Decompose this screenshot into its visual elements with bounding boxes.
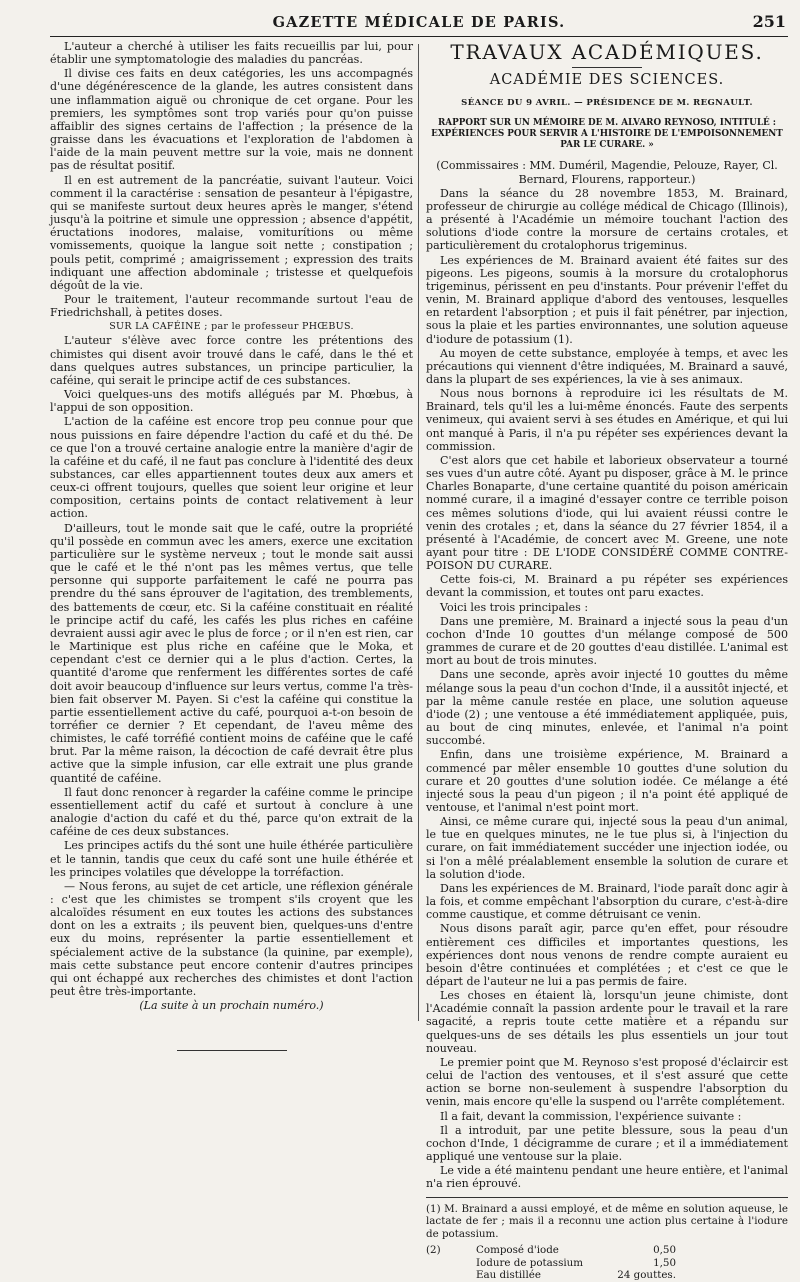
paragraph: Il a fait, devant la commission, l'expérience suivante : xyxy=(440,1109,742,1123)
paragraph: L'auteur a cherché à utiliser les faits recueillis par lui, pour établir une symptomatologie des maladies du pancréas. xyxy=(50,40,413,67)
paragraph: Enfin, dans une troisième expérience, M. Brainard a commencé par mêler ensemble 10 gouttes d'une solution du curare et 20 gouttes d'une solution iodée. Ce mélange a été injecté sous la peau d'un pigeon ; il n'a point été appliqué de ventouse, et l'animal n'est point mort. xyxy=(426,748,788,814)
paragraph: Les expériences de M. Brainard avaient été faites sur des pigeons. Les pigeons, soumis à la morsure du crotalophorus trigeminus, périssent en peu d'instants. Pour prévenir l'effet du venin, M. Brainard applique d'abord des ventouses, lesquelles en retardent l'absorption ; et puis il fait pénétrer, par injection, sous la plaie et les parties environnantes, une solution aqueuse d'iodure de potassium (1). xyxy=(426,253,788,346)
paragraph: C'est alors que cet habile et laborieux observateur a tourné ses vues d'un autre côté. Ayant pu disposer, grâce à M. le prince Charles Bonaparte, d'une certaine quantité du poison américain nommé curare, il a imaginé d'essayer contre ce terrible poison ces mêmes solutions d'iode, qui lui avaient réussi contre le venin des crotales ; et, dans la séance du 27 février 1854, il a présenté à l'Académie, de concert avec M. Greene, une note ayant pour titre : DE L'IODE CONSIDÉRÉ COMME CONTRE-POISON DU CURARE. xyxy=(426,453,788,573)
footnote-2-row xyxy=(426,1257,788,1270)
footnote-2-row xyxy=(426,1269,788,1282)
commission-list: (Commissaires : MM. Duméril, Magendie, Pelouze, Rayer, Cl. Bernard, Flourens, rapporteur.) xyxy=(436,159,778,186)
paragraph: Le vide a été maintenu pendant une heure entière, et l'animal n'a rien éprouvé. xyxy=(426,1164,788,1191)
footnote-1: (1) M. Brainard a aussi employé, et de même en solution aqueuse, le lactate de fer ; mais il a reconnu une action plus certaine à l'iodure de potassium. xyxy=(426,1202,788,1240)
paragraph: Dans une seconde, après avoir injecté 10 gouttes du même mélange sous la peau d'un cochon d'Inde, il a aussitôt injecté, et par la même canule restée en place, une solution aqueuse d'iode (2) ; une ventouse a été immédiatement appliquée, puis, au bout de cinq minutes, enlevée, et l'animal n'a point succombé. xyxy=(426,668,788,748)
paragraph: Dans les expériences de M. Brainard, l'iode paraît donc agir à la fois, et comme empêchant l'absorption du curare, c'est-à-dire comme caustique, et comme détruisant ce venin. xyxy=(426,881,788,922)
paragraph: Pour le traitement, l'auteur recommande surtout l'eau de Friedrichshall, à petites doses. xyxy=(50,292,413,320)
footnote-2-mark: (2) xyxy=(426,1244,441,1256)
paragraph: Il en est autrement de la pancréatie, suivant l'auteur. Voici comment il la caractérise : sensation de pesanteur à l'épigastre, qui se manifeste surtout deux heures après le manger, s'étend jusqu'à la poitrine et simule une oppression ; absence d'appétit, éructations inodores, malaise, vomiturítions ou même vomissements, quoique la langue soit nette ; constipation ; pouls petit, comprimé ; amaigrissement ; expression des traits indiquant une affection abdominale ; tristesse et quelquefois dégoût de la vie. xyxy=(50,173,413,292)
footnote-2-value: 1,50 xyxy=(653,1256,676,1269)
footnote-2-label: Eau distillée xyxy=(476,1269,541,1281)
right-column xyxy=(426,40,788,1281)
left-column xyxy=(50,40,413,1027)
paragraph: Les principes actifs du thé sont une huile éthérée particulière et le tannin, tandis que ceux du café sont une huile éthérée et les principes volatiles que développe la torréfaction. xyxy=(50,839,413,879)
paragraph: D'ailleurs, tout le monde sait que le café, outre la propriété qu'il possède en commun avec les amers, exerce une excitation particulière sur le système nerveux ; tout le monde sait aussi que le café et le thé n'ont pas les mêmes vertus, que telle personne qui supporte parfaitement le café ne pourra pas prendre du thé sans éprouver de l'agitation, des tremblements, des battements de cœur, etc. Si la caféine constituait en réalité le principe actif du café, les cafés les plus riches en caféine devraient aussi agir avec le plus de force ; or il n'en est rien, car le Martinique est plus riche en caféine que le Moka, et cependant c'est ce dernier qui a le plus d'action. Certes, la quantité d'arome que renferment les différentes sortes de café doit avoir beaucoup d'influence sur leurs vertus, comme l'a très-bien fait observer M. Payen. Si c'est la caféine qui constitue la partie essentiellement active du café, pourquoi a-t-on besoin de torréfier ce dernier ? Et cependant, de l'aveu même des chimistes, le café torréfié contient moins de caféine que le café brut. Par la même raison, la décoction de café devrait être plus active que la simple infusion, car elle extrait une plus grande quantité de caféine. xyxy=(50,521,413,785)
paragraph: Les choses en étaient là, lorsqu'un jeune chimiste, dont l'Académie connaît la passion ardente pour le travail et la rare sagacité, a repris toute cette matière et a répandu sur quelques-uns de ses détails les plus essentiels un jour tout nouveau. xyxy=(426,989,788,1055)
academy-heading: ACADÉMIE DES SCIENCES. xyxy=(489,72,725,89)
footnote-2-label: Composé d'iode xyxy=(476,1244,559,1256)
footer-rule xyxy=(177,1050,287,1051)
paragraph: Cette fois-ci, M. Brainard a pu répéter ses expériences devant la commission, et toutes ont paru exactes. xyxy=(426,573,788,600)
paragraph: Dans une première, M. Brainard a injecté sous la peau d'un cochon d'Inde 10 gouttes d'un mélange composé de 500 grammes de curare et de 20 gouttes d'eau distillée. L'animal est mort au bout de trois minutes. xyxy=(426,614,788,668)
footnote-2-row xyxy=(426,1244,788,1257)
footnote-2-label: Iodure de potassium xyxy=(476,1256,584,1269)
page-number: 251 xyxy=(752,12,786,31)
footnote-2 xyxy=(426,1244,788,1282)
seance-line: SÉANCE DU 9 AVRIL. — PRÉSIDENCE DE M. REGNAULT. xyxy=(461,98,753,109)
paragraph: Voici quelques-uns des motifs allégués par M. Phœbus, à l'appui de son opposition. xyxy=(50,388,413,415)
footnote-2-spacer xyxy=(426,1257,476,1270)
column-divider xyxy=(418,44,419,1021)
paragraph: Il a introduit, par une petite blessure, sous la peau d'un cochon d'Inde, 1 décigramme de curare ; et il a immédiatement appliqué une ventouse sur la plaie. xyxy=(426,1123,788,1164)
running-title: GAZETTE MÉDICALE DE PARIS. xyxy=(272,14,566,31)
footnote-2-value: 24 gouttes. xyxy=(617,1269,676,1281)
paragraph: Il faut donc renoncer à regarder la caféine comme le principe essentiellement actif du café et surtout à conclure à une analogie d'action du café et du thé, parce qu'on extrait de la caféine de ces deux substances. xyxy=(50,785,413,839)
paragraph: Nous nous bornons à reproduire ici les résultats de M. Brainard, tels qu'il les a lui-même énoncés. Faute des serpents venimeux, qui avaient servi à ses études en Amérique, et qui lui ont manqué à Paris, il n'a pu répéter ses expériences devant la commission. xyxy=(426,387,788,453)
paragraph: L'auteur s'élève avec force contre les prétentions des chimistes qui disent avoir trouvé dans le café, dans le thé et dans quelques autres substances, un principe particulier, la caféine, qui serait le principe actif de ces substances. xyxy=(50,334,413,387)
section-rule xyxy=(572,67,642,68)
paragraph: Il divise ces faits en deux catégories, les uns accompagnés d'une dégénérescence de la glande, les autres consistent dans une inflammation aiguë ou chronique de cet organe. Pour les premiers, les symptômes sont trop variés pour qu'on puisse affaiblir des signes certains de l'affection ; la présence de la graisse dans les évacuations et l'exploration de l'abdomen à l'aide de la main peuvent mettre sur la voie, mais ne donnent pas de résultat positif. xyxy=(50,67,413,173)
continuation-note: (La suite à un prochain numéro.) xyxy=(139,999,324,1013)
running-head xyxy=(50,12,788,37)
footnote-2-value: 0,50 xyxy=(653,1244,676,1256)
report-title: RAPPORT SUR UN MÉMOIRE DE M. ALVARO REYNOSO, INTITULÉ : EXPÉRIENCES POUR SERVIR A L'HISTOIRE DE L'EMPOISONNEMENT PAR LE CURARE. » xyxy=(431,118,783,151)
paragraph: Voici les trois principales : xyxy=(440,600,589,614)
paragraph: Ainsi, ce même curare qui, injecté sous la peau d'un animal, le tue en quelques minutes, ne le tue plus si, à l'injection du curare, on fait immédiatement succéder une injection iodée, ou si l'on a mêlé préalablement ensemble la solution de curare et la solution d'iode. xyxy=(426,815,788,881)
paragraph: Dans la séance du 28 novembre 1853, M. Brainard, professeur de chirurgie au collége médical de Chicago (Illinois), a présenté à l'Académie un mémoire touchant l'action des solutions d'iode contre la morsure de certains crotales, et particulièrement du crotalophorus trigeminus. xyxy=(426,186,788,253)
paragraph: L'action de la caféine est encore trop peu connue pour que nous puissions en faire dépendre l'action du café et du thé. De ce que l'on a trouvé certaine analogie entre la manière d'agir de la caféine et du café, il ne faut pas conclure à l'identité des deux substances, car elles appartiennent toutes deux aux amers et ceux-ci offrent toujours, quelles que soient leur origine et leur composition, certains points de contact relativement à leur action. xyxy=(50,415,413,521)
section-title: TRAVAUX ACADÉMIQUES. xyxy=(450,40,764,64)
footnote-rule xyxy=(426,1197,788,1198)
paragraph: — Nous ferons, au sujet de cet article, une réflexion générale : c'est que les chimistes se trompent s'ils croyent que les alcaloïdes résument en eux toutes les actions des substances dont on les a extraits ; ils peuvent bien, quelques-uns d'entre eux du moins, représenter la partie essentiellement et spécialement active de la substance (la quinine, par exemple), mais cette substance peut encore contenir d'autres principes qui ont échappé aux recherches des chimistes et dont l'action peut être très-importante. xyxy=(50,879,413,999)
footnote-2-spacer xyxy=(426,1269,476,1282)
paragraph: Nous disons paraît agir, parce qu'en effet, pour résoudre entièrement ces difficiles et importantes questions, les expériences dont nous venons de rendre compte auraient eu besoin d'être continuées et complétées ; et c'est ce que le départ de l'auteur ne lui a pas permis de faire. xyxy=(426,922,788,988)
paragraph: Au moyen de cette substance, employée à temps, et avec les précautions qui viennent d'être indiquées, M. Brainard a sauvé, dans la plupart de ses expériences, la vie à ses animaux. xyxy=(426,346,788,386)
article-subheading: SUR LA CAFÉINE ; par le professeur PHŒBUS. xyxy=(109,321,354,333)
paragraph: Le premier point que M. Reynoso s'est proposé d'éclaircir est celui de l'action des ventouses, et il s'est assuré que cette action se borne non-seulement à suspendre l'absorption du venin, mais encore qu'elle la suspend ou l'arrête complétement. xyxy=(426,1055,788,1109)
